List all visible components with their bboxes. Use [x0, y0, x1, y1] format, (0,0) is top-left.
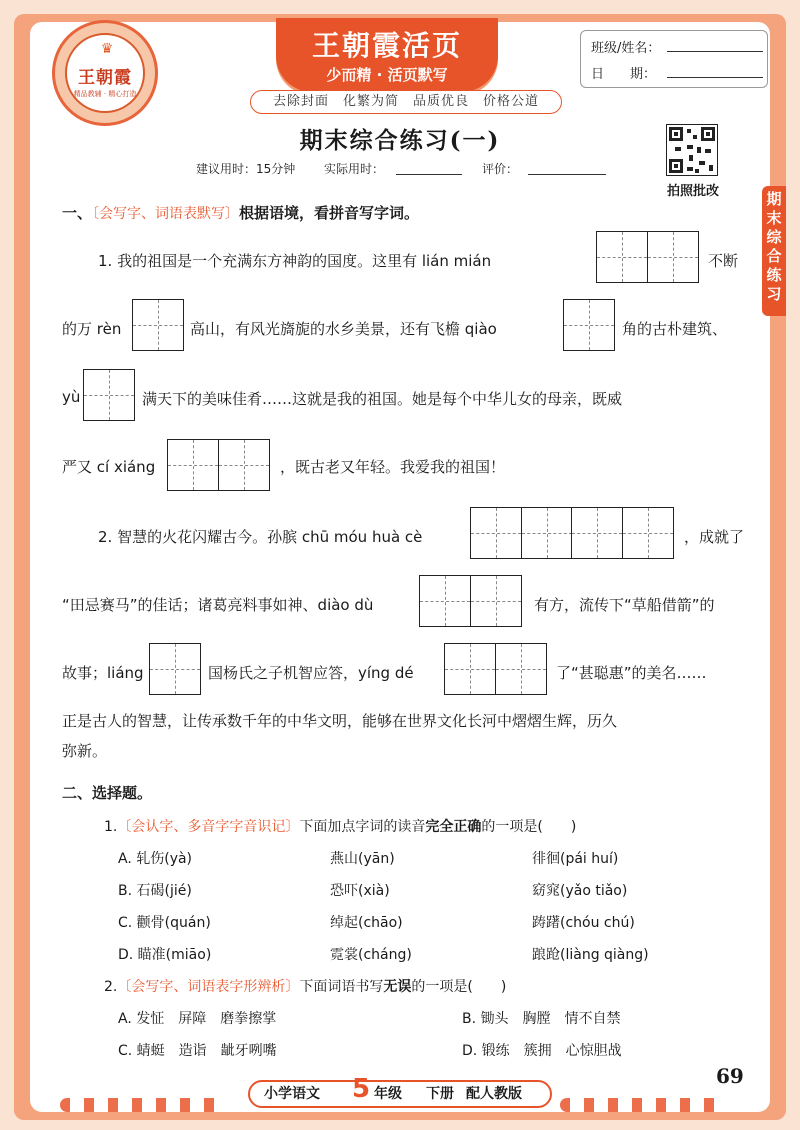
answer-grid-chumouhuace[interactable] — [470, 507, 674, 559]
section-1-instruction: 根据语境，看拼音写字词。 — [239, 204, 420, 222]
mc-q1-option-c3: 踌躇(chóu chú) — [532, 915, 635, 931]
footer-edition: 配人教版 — [466, 1086, 522, 1102]
answer-grid-diaodu[interactable] — [419, 575, 522, 627]
mc-q2-text-b: 无误 — [383, 979, 412, 995]
answer-cell[interactable] — [444, 643, 496, 695]
footer-subject: 小学语文 — [264, 1086, 320, 1102]
answer-cell[interactable] — [470, 507, 522, 559]
q1-line-3-start: yù — [62, 388, 81, 406]
footer-term: 下册 — [426, 1086, 454, 1102]
section-2-heading: 二、选择题。 — [62, 784, 153, 802]
answer-cell[interactable] — [495, 643, 547, 695]
mc-q2-number: 2. — [104, 979, 118, 995]
q2-line-5: 弥新。 — [62, 742, 108, 760]
q1-line-4-start: 严又 cí xiáng — [62, 458, 156, 476]
mc-q1-option-d3: 踉跄(liàng qiàng) — [532, 947, 649, 963]
answer-grid-yu[interactable] — [83, 369, 135, 421]
section-1-tag: 〔会写字、词语表默写〕 — [92, 206, 240, 222]
mc-q1-text-a: 下面加点字词的读音 — [299, 819, 426, 835]
mc-q2-text-a: 下面词语书写 — [299, 979, 384, 995]
brand-subtitle: 少而精 · 活页默写 — [326, 66, 448, 84]
mc-q1-number: 1. — [104, 819, 118, 835]
logo-badge — [65, 33, 145, 113]
qr-label: 拍照批改 — [666, 184, 719, 199]
answer-cell[interactable] — [218, 439, 270, 491]
mc-q2-option-c[interactable]: C. 蜻蜓 造诣 龇牙咧嘴 — [118, 1043, 277, 1059]
mc-q2-option-b[interactable]: B. 锄头 胸膛 情不自禁 — [462, 1011, 621, 1027]
mc-q1-stem — [104, 816, 576, 836]
mc-q1-option-c2: 绰起(chāo) — [330, 915, 403, 931]
evaluation-field[interactable] — [528, 174, 606, 175]
date-row — [591, 63, 761, 83]
side-tab — [762, 186, 786, 316]
q2-line-4: 正是古人的智慧，让传承数千年的中华文明，能够在世界文化长河中熠熠生辉，历久 — [62, 712, 618, 730]
answer-cell[interactable] — [167, 439, 219, 491]
answer-cell[interactable] — [622, 507, 674, 559]
answer-cell[interactable] — [647, 231, 699, 283]
answer-cell[interactable] — [596, 231, 648, 283]
q1-line-1: 1. 我的祖国是一个充满东方神韵的国度。这里有 lián mián — [98, 252, 492, 270]
mc-q2-option-a[interactable]: A. 发怔 屏障 磨拳擦掌 — [118, 1011, 277, 1027]
answer-cell[interactable] — [470, 575, 522, 627]
logo-subtext: 精品教辅 · 精心打造 — [73, 90, 137, 98]
class-name-field[interactable] — [667, 51, 763, 52]
mc-q2-tag: 〔会写字、词语表字形辨析〕 — [117, 979, 300, 995]
actual-time-field[interactable] — [396, 174, 462, 175]
suggested-time: 建议用时：15分钟 — [196, 162, 296, 176]
q1-line-4-rest: ，既古老又年轻。我爱我的祖国！ — [280, 458, 506, 476]
mc-q1-option-b3: 窈窕(yǎo tiǎo) — [532, 883, 628, 899]
answer-grid-ren[interactable] — [132, 299, 184, 351]
q1-line-1-end: 不断 — [708, 252, 739, 270]
date-label: 日 期： — [591, 67, 657, 82]
mc-q1-option-b2: 恐吓(xià) — [330, 883, 390, 899]
page-title: 期末综合练习(一) — [299, 127, 501, 154]
answer-cell[interactable] — [571, 507, 623, 559]
crown-icon: ♛ — [100, 41, 114, 57]
mc-q1-text-c: 的一项是( ) — [481, 819, 577, 835]
answer-grid-liang[interactable] — [149, 643, 201, 695]
q2-line-2-end: 有方，流传下“草船借箭”的 — [534, 596, 715, 614]
qr-code-icon[interactable] — [666, 124, 718, 176]
mc-q1-text-b: 完全正确 — [425, 819, 482, 835]
mc-q1-option-c1[interactable]: C. 颧骨(quán) — [118, 915, 211, 931]
answer-cell[interactable] — [563, 299, 615, 351]
mc-q1-option-a1[interactable]: A. 轧伤(yà) — [118, 851, 193, 867]
mc-q1-tag: 〔会认字、多音字字音识记〕 — [117, 819, 300, 835]
evaluation-label: 评价： — [482, 162, 519, 176]
brand-logo — [52, 20, 158, 126]
footer-stripes-right — [560, 1098, 720, 1112]
mc-q1-option-b1[interactable]: B. 石碣(jié) — [118, 883, 192, 899]
student-info-box — [580, 30, 768, 88]
answer-cell[interactable] — [419, 575, 471, 627]
q2-line-3-end: 了“甚聪惠”的美名…… — [556, 664, 707, 682]
section-1-number: 一、 — [62, 204, 93, 222]
q2-line-3-start: 故事；liáng — [62, 664, 144, 682]
footer-stripes-left — [60, 1098, 220, 1112]
mc-q1-option-a3: 徘徊(pái huí) — [532, 851, 619, 867]
q2-line-1-end: ，成就了 — [684, 528, 745, 546]
brand-title: 王朝霞活页 — [311, 29, 462, 62]
section-1-heading — [62, 202, 419, 223]
logo-text: 王朝霞 — [78, 68, 132, 88]
page-number: 69 — [716, 1064, 744, 1088]
mc-q1-option-a2: 燕山(yān) — [330, 851, 395, 867]
mc-q1-option-d2: 霓裳(cháng) — [330, 947, 412, 963]
q1-line-2-start: 的万 rèn — [62, 320, 122, 338]
answer-grid-qiao[interactable] — [563, 299, 615, 351]
answer-grid-lianmian[interactable] — [596, 231, 699, 283]
date-field[interactable] — [667, 77, 763, 78]
q2-line-2-start: “田忌赛马”的佳话；诸葛亮料事如神、diào dù — [62, 596, 374, 614]
class-name-label: 班级/姓名： — [591, 41, 661, 56]
answer-cell[interactable] — [521, 507, 573, 559]
q2-line-3-mid: 国杨氏之子机智应答，yíng dé — [208, 664, 414, 682]
slogan-bar: 去除封面 化繁为简 品质优良 价格公道 — [250, 90, 562, 114]
footer-grade: 年级 — [374, 1086, 402, 1102]
q1-line-2-mid: 高山，有风光旖旎的水乡美景，还有飞檐 qiào — [190, 320, 497, 338]
brand-banner — [276, 18, 498, 92]
mc-q2-option-d[interactable]: D. 锻练 簇拥 心惊胆战 — [462, 1043, 622, 1059]
mc-q1-option-d1[interactable]: D. 瞄准(miāo) — [118, 947, 212, 963]
q1-line-3-rest: 满天下的美味佳肴……这就是我的祖国。她是每个中华儿女的母亲，既威 — [142, 390, 623, 408]
answer-grid-cixiang[interactable] — [167, 439, 270, 491]
side-tab-label: 期末综合练习 — [766, 190, 782, 303]
answer-cell[interactable] — [149, 643, 201, 695]
time-row — [196, 160, 626, 180]
footer-grade-number: 5 — [352, 1074, 371, 1104]
actual-time-label: 实际用时： — [324, 162, 385, 176]
answer-cell[interactable] — [132, 299, 184, 351]
answer-cell[interactable] — [83, 369, 135, 421]
mc-q2-stem — [104, 976, 506, 996]
class-name-row — [591, 37, 761, 57]
q1-line-2-end: 角的古朴建筑、 — [622, 320, 728, 338]
answer-grid-yingde[interactable] — [444, 643, 547, 695]
footer-badge — [248, 1074, 552, 1108]
mc-q2-text-c: 的一项是( ) — [411, 979, 507, 995]
q2-line-1: 2. 智慧的火花闪耀古今。孙膑 chū móu huà cè — [98, 528, 423, 546]
